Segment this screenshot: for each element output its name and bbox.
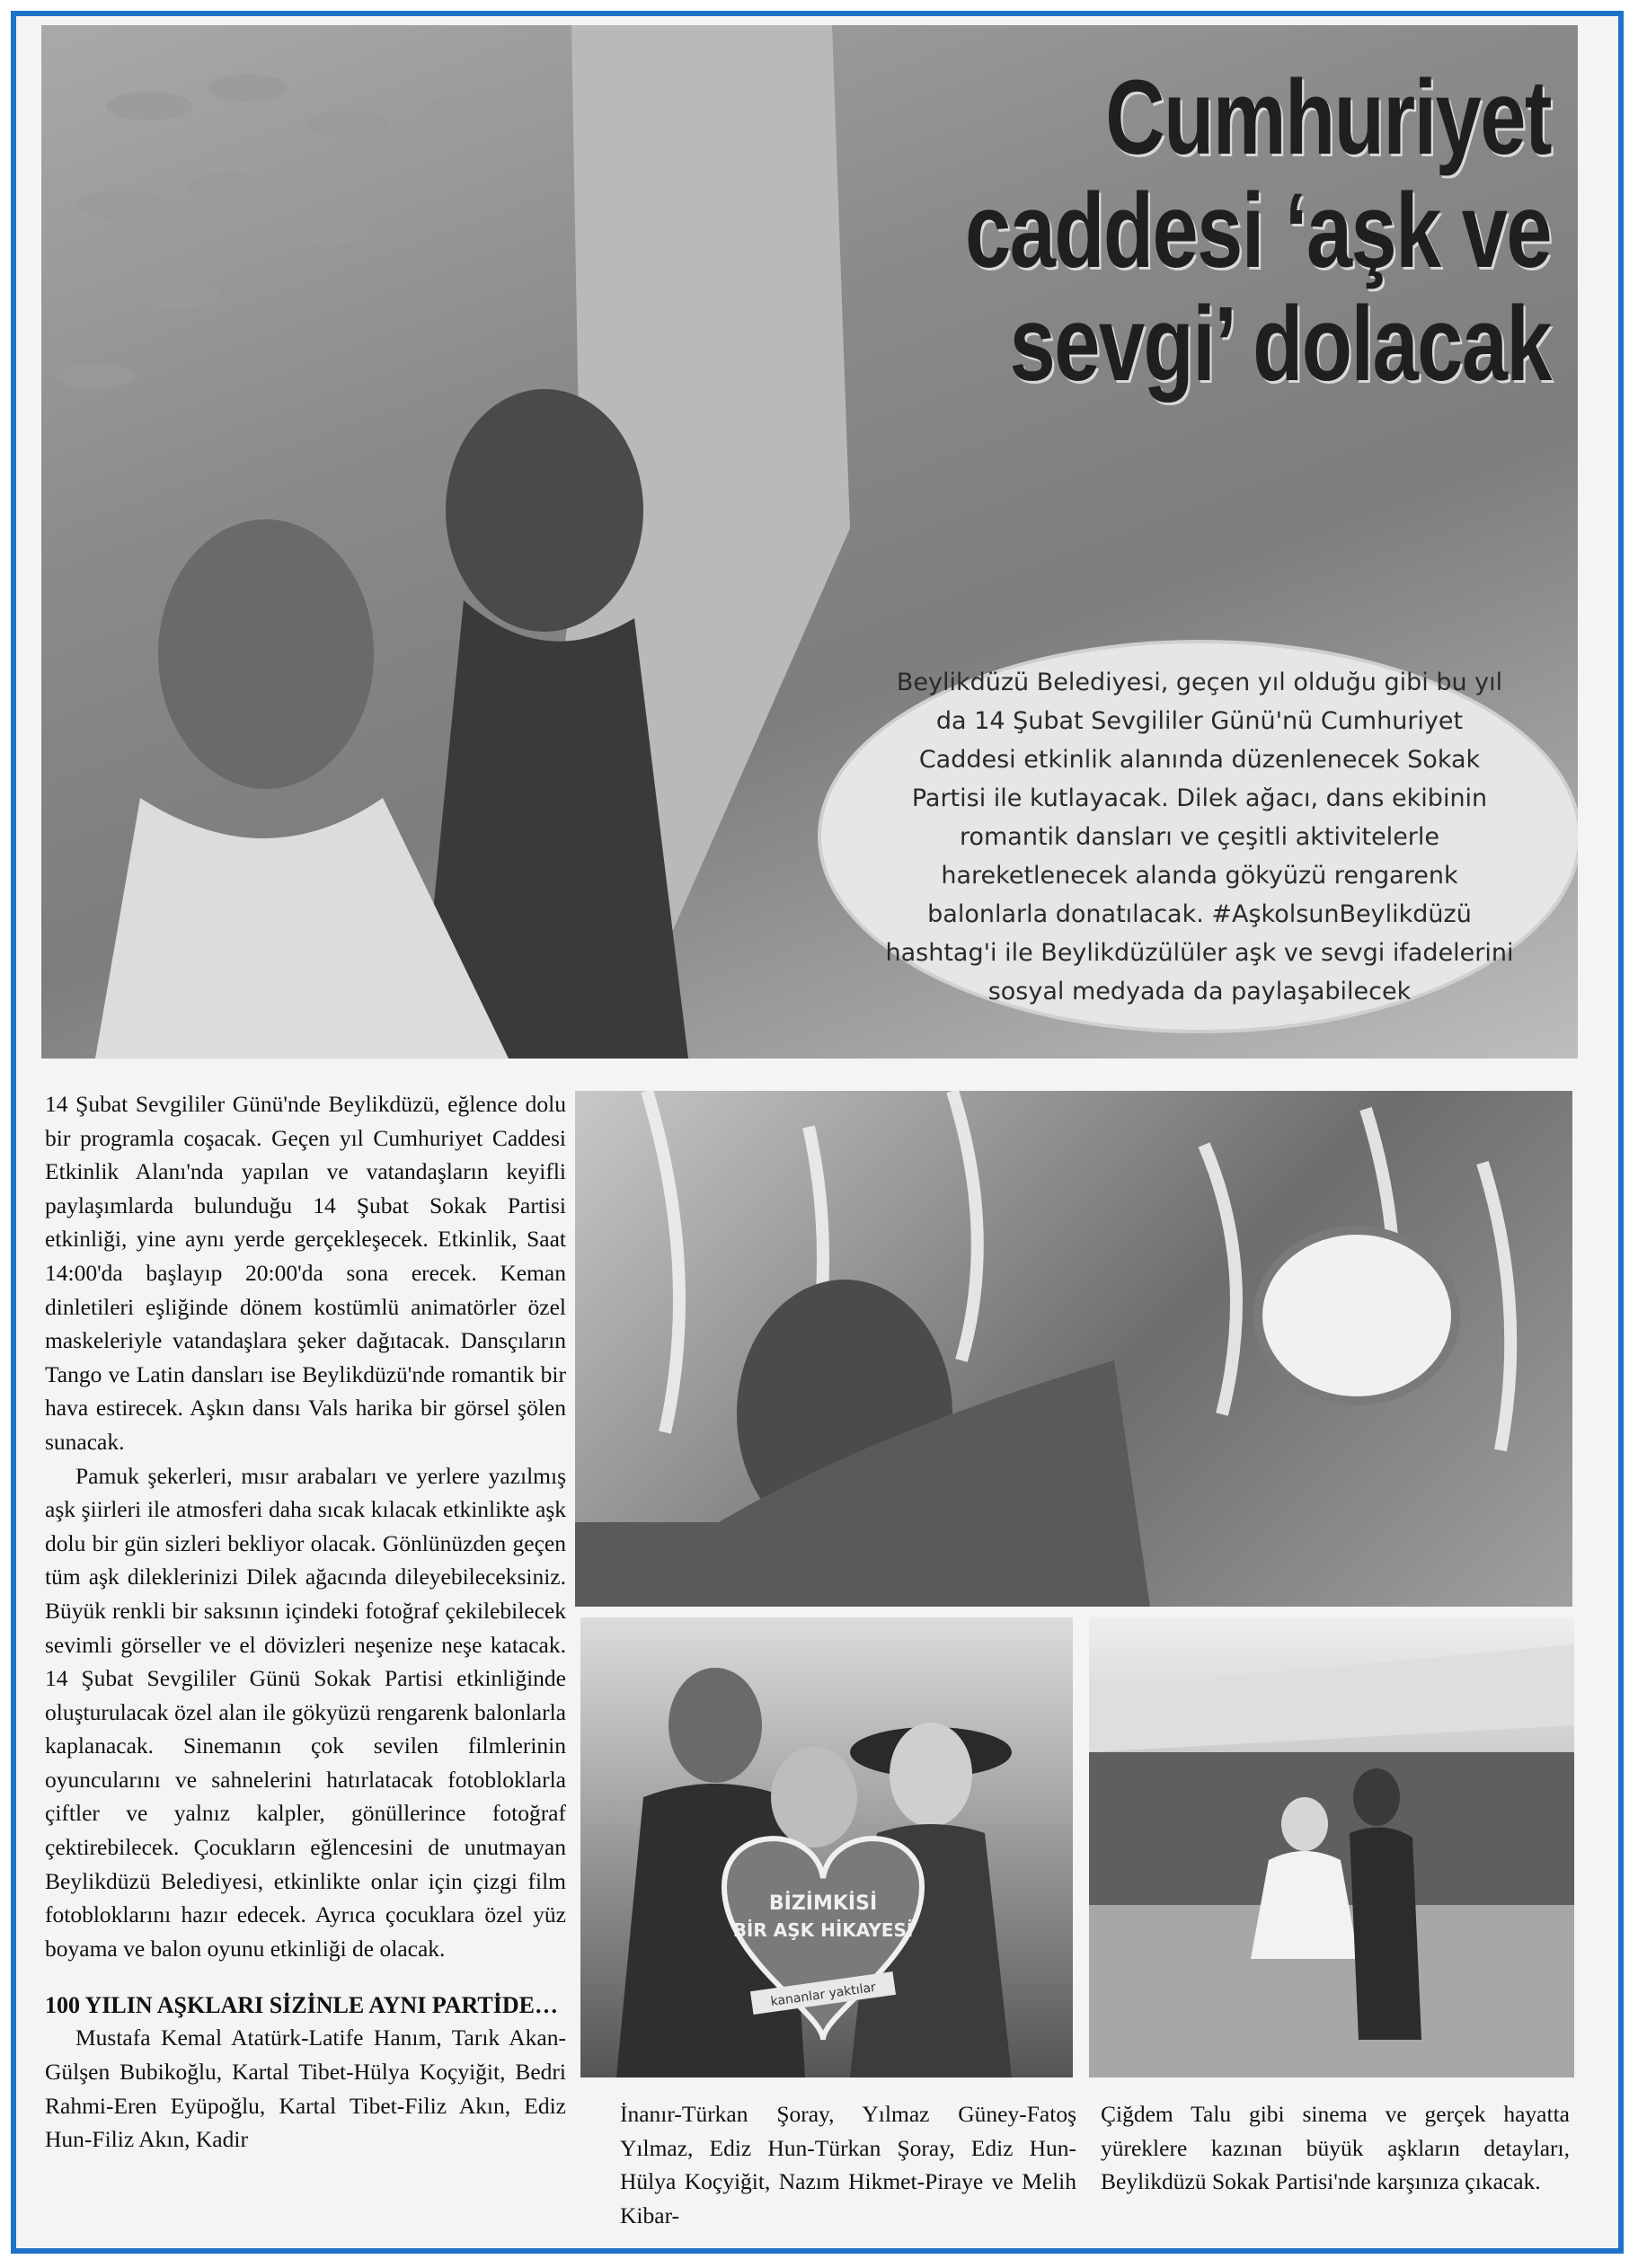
dancers-photo — [1089, 1617, 1574, 2078]
hero-photo — [41, 25, 1578, 1059]
headline-line-2: caddesi ‘aşk ve — [964, 172, 1551, 290]
group-illustration — [580, 1617, 1073, 2078]
headline-line-3: sevgi’ dolacak — [1009, 285, 1551, 403]
caption-column-3: Çiğdem Talu gibi sinema ve gerçek hayatta yüreklere kazınan büyük aşkların detayları, Beylikdüzü Sokak Partisi'nde karşınıza çıkacak. — [1101, 2101, 1570, 2195]
heart-sign-line-1: BİZİMKİSİ — [768, 1892, 878, 1915]
subheading: 100 YILIN AŞKLARI SİZİNLE AYNI PARTİDE… — [45, 1992, 558, 2019]
headline-line-1: Cumhuriyet — [1105, 58, 1551, 177]
summary-text: Beylikdüzü Belediyesi, geçen yıl olduğu gibi bu yıl da 14 Şubat Sevgililer Günü'nü Cumhuriyet Caddesi etkinlik alanında düzenlenecek Sokak Partisi ile kutlayacak. Dilek ağacı, dans ekibinin romantik dansları ve çeşitli aktivitelerle hareketlenecek alanda gökyüzü rengarenk balonlarla donatılacak. #AşkolsunBeylikdüzü hashtag'i ile Beylikdüzülüler aşk ve sevgi ifadelerini sosyal medyada da paylaşabilecek — [885, 668, 1514, 1006]
paragraph-3: Mustafa Kemal Atatürk-Latife Hanım, Tarık Akan-Gülşen Bubikoğlu, Kartal Tibet-Hülya Koçyiğit, Bedri Rahmi-Eren Eyüpoğlu, Kartal Tibet-Filiz Akın, Ediz Hun-Filiz Akın, Kadir — [45, 2024, 566, 2153]
heart-sign-line-2: BİR AŞK HİKAYESİ — [732, 1919, 914, 1941]
wish-tree-photo — [575, 1091, 1572, 1607]
summary-bubble — [821, 643, 1578, 1030]
paragraph-2: Pamuk şekerleri, mısır arabaları ve yerlere yazılmış aşk şiirleri ile atmosferi daha sıcak kılacak etkinlikte aşk dolu bir gün sizleri bekliyor olacak. Gönlünüzden geçen tüm aşk dileklerinizi Dilek ağacında dileyebileceksiniz. Büyük renkli bir saksının içindeki fotoğraf çekilebilecek sevimli görseller ve el dövizleri neşenize neşe katacak. 14 Şubat Sevgililer Günü Sokak Partisi etkinliğinde oluşturulacak özel alan ile gökyüzü rengarenk balonlarla kaplanacak. Sinemanın çok sevilen filmlerinin oyuncularını ve sahnelerini hatırlatacak fotobloklarla çiftler ve yalnız kalpler, gönüllerince fotoğraf çektirebilecek. Çocukların eğlencesini de unutmayan Beylikdüzü Belediyesi, etkinlikte onlar için çizgi film fotobloklarını hazır edecek. Ayrıca çocuklara özel yüz boyama ve balon oyunu etkinliği de olacak. — [45, 1462, 566, 1962]
caption-column-2: İnanır-Türkan Şoray, Yılmaz Güney-Fatoş Yılmaz, Ediz Hun-Türkan Şoray, Ediz Hun-Hülya Koçyiğit, Nazım Hikmet-Piraye ve Melih Kibar- — [620, 2101, 1076, 2228]
article-body — [45, 1087, 566, 2157]
group-heart-photo — [580, 1617, 1073, 2078]
dancers-illustration — [1089, 1617, 1574, 2078]
headline — [864, 58, 1551, 403]
paragraph-1: 14 Şubat Sevgililer Günü'nde Beylikdüzü, eğlence dolu bir programla coşacak. Geçen yıl Cumhuriyet Caddesi Etkinlik Alanı'nda yapılan ve vatandaşların keyifli paylaşımlarda bulunduğu 14 Şubat Sokak Partisi etkinliği, yine aynı yerde gerçekleşecek. Etkinlik, Saat 14:00'da başlayıp 20:00'da sona erecek. Keman dinletileri eşliğinde dönem kostümlü animatörler özel maskeleriyle vatandaşlara şeker dağıtacak. Dansçıların Tango ve Latin dansları ise Beylikdüzü'nde romantik bir hava estirecek. Aşkın dansı Vals harika bir görsel şölen sunacak. — [45, 1091, 566, 1455]
wish-tree-illustration — [575, 1091, 1572, 1607]
heart-sign-banner: kananlar yaktılar — [769, 1980, 877, 2010]
